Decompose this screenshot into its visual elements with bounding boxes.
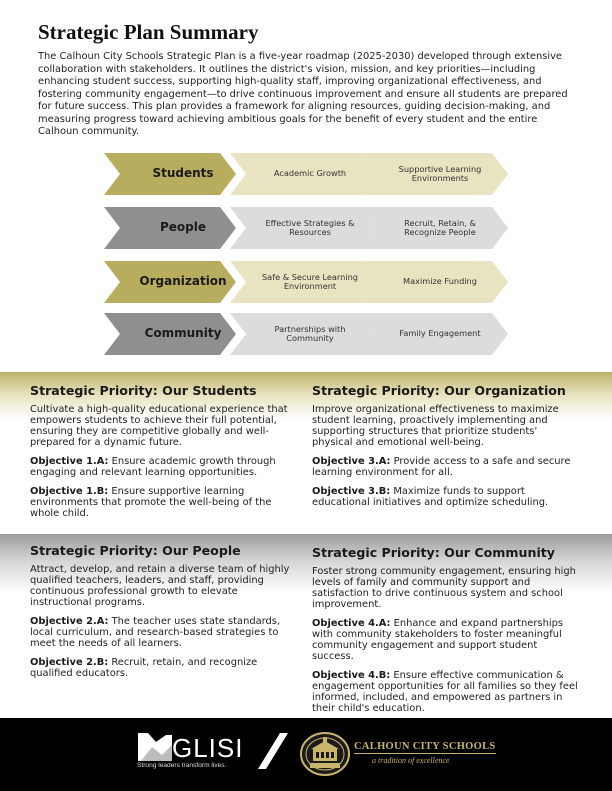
objective-2a: Objective 2.A: The teacher uses state standards, local curriculum, and research-based strategies to meet the needs of all learners. xyxy=(30,616,281,649)
objective-2b: Objective 2.B: Recruit, retain, and recognize qualified educators. xyxy=(30,657,258,679)
priority-people-desc: Attract, develop, and retain a diverse team of highly qualified teachers, leaders, and staff, providing continuous professional growth to elevate instructional programs. xyxy=(30,564,290,608)
arrow-label-people: People xyxy=(159,220,207,235)
priority-organization xyxy=(312,384,574,516)
arrow-goal-supportive-learning: Supportive Learning Environments xyxy=(398,163,482,183)
objective-4b: Objective 4.B: Ensure effective communication & engagement opportunities for all families so they feel informed, included, and empowered as partners in their child's education. xyxy=(312,670,578,714)
arrow-label-organization: Organization xyxy=(139,274,227,289)
arrow-goal-family-engagement: Family Engagement xyxy=(399,328,481,339)
priority-arrows xyxy=(104,153,514,357)
glisi-logo-icon xyxy=(138,733,174,761)
arrow-label-community: Community xyxy=(144,326,222,341)
objective-1b: Objective 1.B: Ensure supportive learning environments that promote the well-being of the whole child. xyxy=(30,486,272,519)
objective-3a: Objective 3.A: Provide access to a safe and secure learning environment for all. xyxy=(312,456,571,478)
priority-students-title: Strategic Priority: Our Students xyxy=(30,383,257,398)
priority-people-title: Strategic Priority: Our People xyxy=(30,543,241,558)
page-title: Strategic Plan Summary xyxy=(38,20,259,44)
priority-community-title: Strategic Priority: Our Community xyxy=(312,545,556,560)
priority-community xyxy=(312,546,582,722)
arrow-goal-partnerships: Partnerships with Community xyxy=(274,323,346,343)
slash-divider-icon xyxy=(258,733,288,769)
glisi-wordmark: GLISI xyxy=(172,733,244,763)
school-seal-icon xyxy=(300,732,350,776)
objective-3b: Objective 3.B: Maximize funds to support educational initiatives and optimize scheduling. xyxy=(312,486,549,508)
arrow-goal-academic-growth: Academic Growth xyxy=(273,168,347,179)
objective-1a: Objective 1.A: Ensure academic growth through engaging and relevant learning opportunities. xyxy=(30,456,276,478)
arrow-goal-recruit-retain: Recruit, Retain, & Recognize People xyxy=(404,217,476,237)
priority-students xyxy=(30,384,288,527)
objective-4a: Objective 4.A: Enhance and expand partnerships with community stakeholders to foster meaningful community engagement and support student success. xyxy=(312,618,563,662)
priority-organization-desc: Improve organizational effectiveness to maximize student learning, proactively implementing and supporting structures that prioritize students' physical and emotional well-being. xyxy=(312,404,559,448)
priority-community-desc: Foster strong community engagement, ensuring high levels of family and community support and satisfaction to drive continuous system and school improvement. xyxy=(312,566,576,610)
priority-students-desc: Cultivate a high-quality educational experience that empowers students to achieve their full potential, ensuring they are competitive globally and well-prepared for a dynamic future. xyxy=(30,404,288,448)
priority-people xyxy=(30,544,292,687)
glisi-tagline: Strong leaders transform lives. xyxy=(137,762,227,769)
district-name: CALHOUN CITY SCHOOLS xyxy=(354,741,496,752)
intro-paragraph: The Calhoun City Schools Strategic Plan is a five-year roadmap (2025-2030) developed through extensive collaboration with stakeholders. It outlines the district's vision, mission, and key priorities—including enhancing student success, supporting high-quality staff, improving organizational effectiveness, and fostering community engagement—to drive continuous improvement and ensure all students are prepared for future success. This plan provides a framework for aligning resources, guiding decision-making, and measuring progress toward achieving ambitious goals for the benefit of every student and the entire Calhoun community. xyxy=(38,51,568,138)
arrow-goal-safe-secure: Safe & Secure Learning Environment xyxy=(261,271,359,291)
arrow-goal-effective-strategies: Effective Strategies & Resources xyxy=(265,217,355,237)
priority-organization-title: Strategic Priority: Our Organization xyxy=(312,383,566,398)
district-tagline: a tradition of excellence xyxy=(372,756,450,765)
arrow-label-students: Students xyxy=(152,166,214,181)
arrow-goal-maximize-funding: Maximize Funding xyxy=(403,276,477,287)
